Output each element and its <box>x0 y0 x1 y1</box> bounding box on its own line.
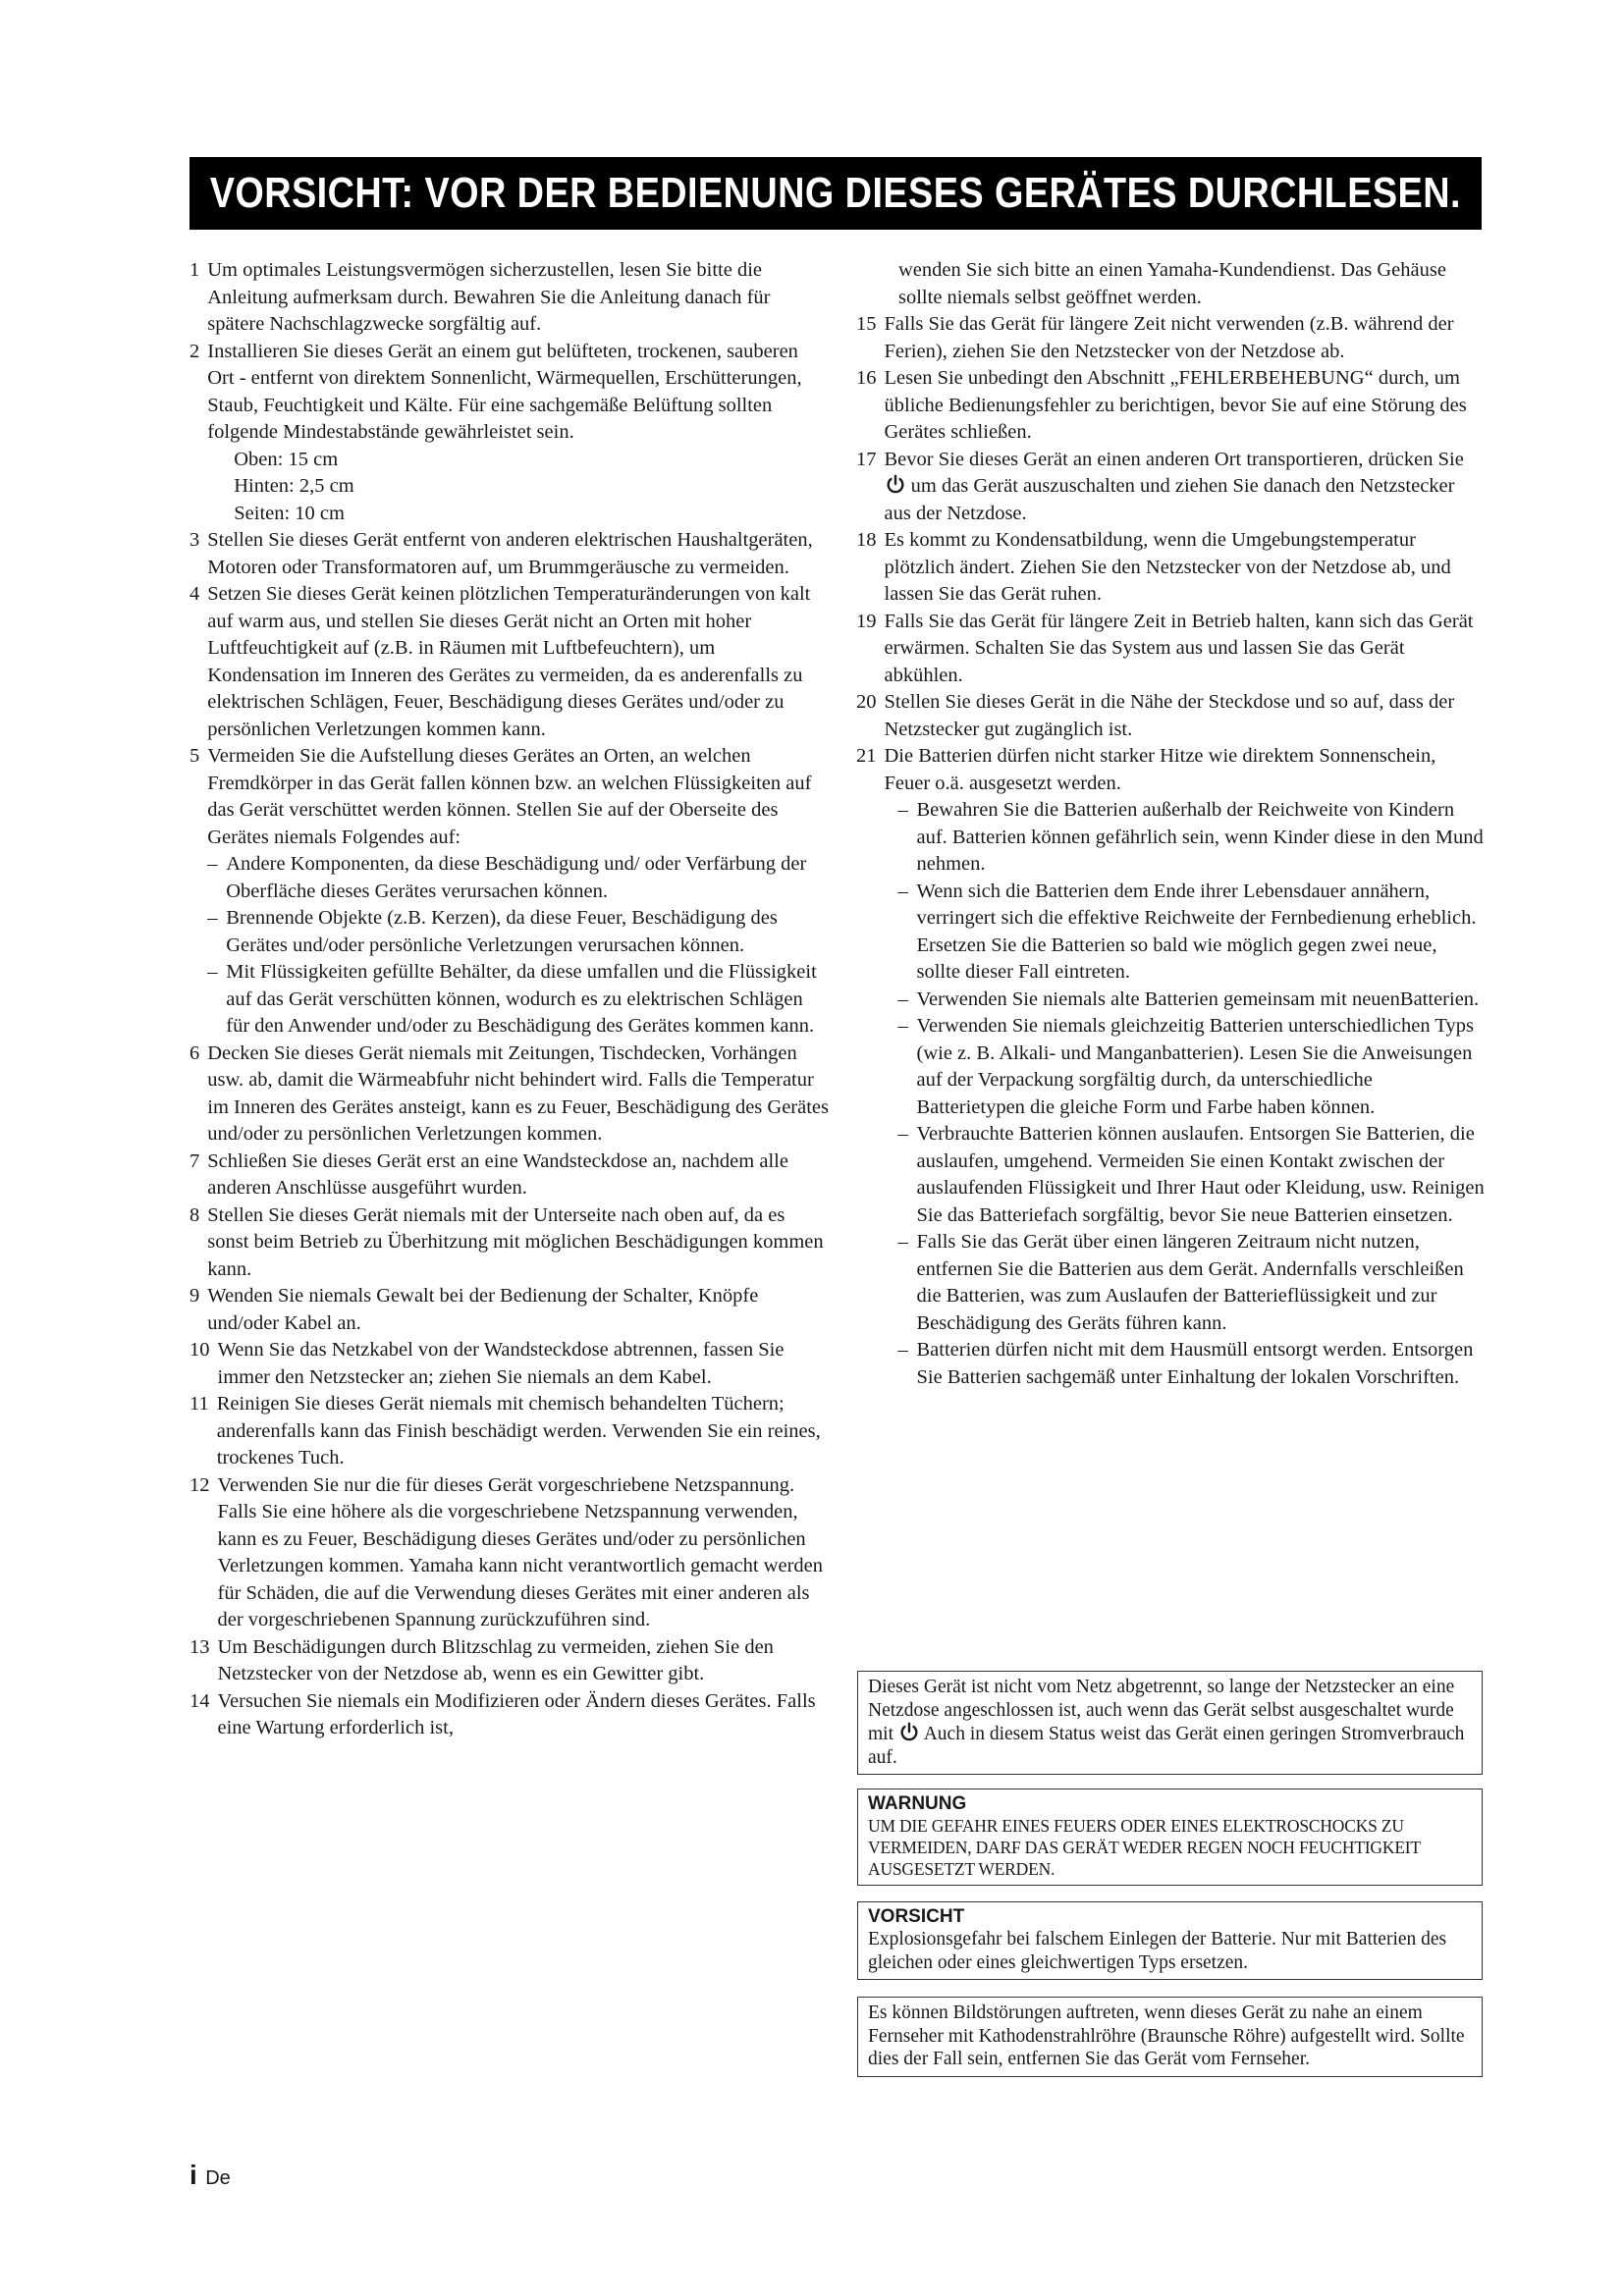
item-text: Schließen Sie dieses Gerät erst an eine Wandsteckdose an, nachdem alle anderen Anschlüsse ausgeführt wurden. <box>207 1149 788 1199</box>
language-code: De <box>205 2167 231 2189</box>
sub-item: – Andere Komponenten, da diese Beschädigung und/ oder Verfärbung der Oberfläche dieses Gerätes verursachen können. <box>207 853 807 902</box>
list-item <box>189 1041 830 1148</box>
warning-text: UM DIE GEFAHR EINES FEUERS ODER EINES ELEKTROSCHOCKS ZU VERMEIDEN, DARF DAS GERÄT WEDER REGEN NOCH FEUCHTIGKEIT AUSGESETZT WERDEN. <box>868 1816 1421 1879</box>
item-text: Lesen Sie unbedingt den Abschnitt „FEHLERBEHEBUNG“ durch, um übliche Bedienungsfehler zu berichtigen, bevor Sie auf eine Störung des Gerätes schließen. <box>884 367 1467 443</box>
caution-text: Explosionsgefahr bei falschem Einlegen der Batterie. Nur mit Batterien des gleichen oder eines gleichwertigen Typs ersetzen. <box>868 1929 1447 1973</box>
item-text: Vermeiden Sie die Aufstellung dieses Gerätes an Orten, an welchen Fremdkörper in das Gerät fallen können bzw. an welchen Flüssigkeiten auf das Gerät verschüttet werden können. Stellen Sie auf der Oberseite des Gerätes niemals Folgendes auf: <box>207 745 812 848</box>
list-item <box>189 1634 830 1688</box>
power-standby-icon <box>898 1722 920 1743</box>
item-14-continuation: wenden Sie sich bitte an einen Yamaha-Kundendienst. Das Gehäuse sollte niemals selbst geöffnet werden. <box>898 259 1446 308</box>
tv-interference-box <box>857 1997 1483 2077</box>
item-number: 15 <box>856 313 877 335</box>
sub-item: – Batterien dürfen nicht mit dem Hausmüll entsorgt werden. Entsorgen Sie Batterien sachgemäß unter Einhaltung der lokalen Vorschriften. <box>897 1339 1474 1388</box>
list-item <box>189 743 830 1041</box>
list-item <box>856 365 1485 447</box>
item-number: 18 <box>856 529 877 551</box>
warning-box <box>857 1789 1483 1886</box>
power-standby-icon <box>885 474 906 496</box>
item-number: 12 <box>189 1473 210 1496</box>
item-number: 11 <box>189 1393 209 1415</box>
list-item <box>856 311 1485 365</box>
right-column <box>856 257 1485 1391</box>
item-number: 5 <box>189 745 200 767</box>
clearance-sides: Seiten: 10 cm <box>234 502 345 524</box>
item-number: 16 <box>856 367 877 389</box>
item-text: Versuchen Sie niemals ein Modifizieren oder Ändern dieses Gerätes. Falls eine Wartung erforderlich ist, <box>217 1689 816 1738</box>
item-text: Um optimales Leistungsvermögen sicherzustellen, lesen Sie bitte die Anleitung aufmerksam durch. Bewahren Sie die Anleitung danach für spätere Nachschlagzwecke sorgfältig auf. <box>207 259 771 335</box>
sub-item: – Verwenden Sie niemals alte Batterien gemeinsam mit neuenBatterien. <box>897 988 1480 1010</box>
list-item <box>189 1283 830 1337</box>
list-item <box>189 1391 830 1472</box>
list-item <box>189 527 830 581</box>
standby-notice-box <box>857 1671 1483 1775</box>
page-number: i <box>189 2160 197 2190</box>
tv-interference-text: Es können Bildstörungen auftreten, wenn dieses Gerät zu nahe an einem Fernseher mit Kathodenstrahlröhre (Braunsche Röhre) aufgestellt wird. Sollte dies der Fall sein, entfernen Sie das Gerät vom Fernseher. <box>868 2002 1465 2069</box>
list-item <box>189 257 830 339</box>
sub-item: – Mit Flüssigkeiten gefüllte Behälter, da diese umfallen und die Flüssigkeit auf das Gerät verschütten können, wodurch es zu elektrischen Schlägen für den Anwender und/oder zu Beschädigung des Gerätes kommen kann. <box>207 961 817 1037</box>
item-text: Stellen Sie dieses Gerät entfernt von anderen elektrischen Haushaltgeräten, Motoren oder Transformatoren auf, um Brummgeräusche zu vermeiden. <box>207 529 813 578</box>
item-number: 7 <box>189 1149 200 1172</box>
item-number: 2 <box>189 340 200 362</box>
list-item <box>189 1337 830 1391</box>
sub-item: – Verbrauchte Batterien können auslaufen. Entsorgen Sie Batterien, die auslaufen, umgehend. Vermeiden Sie einen Kontakt zwischen der auslaufenden Flüssigkeit und Ihrer Haut oder Kleidung, usw. Reinigen Sie das Batteriefach sorgfältig, bevor Sie neue Batterien einsetzen. <box>897 1123 1485 1226</box>
item-text: Setzen Sie dieses Gerät keinen plötzlichen Temperaturänderungen von kalt auf warm aus, und stellen Sie dieses Gerät nicht an Orten mit hoher Luftfeuchtigkeit auf (z.B. in Räumen mit Luftbefeuchtern), um Kondensation im Inneren des Gerätes zu vermeiden, da es anderenfalls zu elektrischen Schlägen, Feuer, Beschädigung dieses Gerätes und/oder zu persönlichen Verletzungen kommen kann. <box>207 583 811 740</box>
list-item <box>189 581 830 743</box>
item-number: 14 <box>189 1689 210 1712</box>
page-footer <box>189 2160 231 2191</box>
item-number: 10 <box>189 1339 210 1361</box>
list-item <box>189 1472 830 1634</box>
item-text: Wenden Sie niemals Gewalt bei der Bedienung der Schalter, Knöpfe und/oder Kabel an. <box>207 1285 759 1334</box>
list-item <box>856 527 1485 609</box>
item-text: Um Beschädigungen durch Blitzschlag zu vermeiden, ziehen Sie den Netzstecker von der Netzdose ab, wenn es ein Gewitter gibt. <box>217 1635 774 1684</box>
sub-item: – Verwenden Sie niemals gleichzeitig Batterien unterschiedlichen Typs (wie z. B. Alkali- und Manganbatterien). Lesen Sie die Anweisungen auf der Verpackung sorgfältig durch, da unterschiedliche Batterietypen die gleiche Form und Farbe haben können. <box>897 1015 1474 1118</box>
item-text: Falls Sie das Gerät für längere Zeit nicht verwenden (z.B. während der Ferien), ziehen Sie den Netzstecker von der Netzdose ab. <box>884 313 1454 362</box>
item-text: Installieren Sie dieses Gerät an einem gut belüfteten, trockenen, sauberen Ort - entfernt von direktem Sonnenlicht, Wärmequellen, Erschütterungen, Staub, Feuchtigkeit und Kälte. Für eine sachgemäße Belüftung sollten folgende Mindestabstände gewährleistet sein. <box>207 340 802 443</box>
item-number: 9 <box>189 1285 200 1307</box>
clearance-back: Hinten: 2,5 cm <box>234 475 354 497</box>
item-number: 6 <box>189 1041 200 1064</box>
item-number: 13 <box>189 1635 210 1658</box>
clearance-top: Oben: 15 cm <box>234 448 339 470</box>
item-number: 8 <box>189 1203 200 1226</box>
caution-title: VORSICHT <box>868 1906 965 1927</box>
list-item <box>856 743 1485 1391</box>
item-text: Es kommt zu Kondensatbildung, wenn die Umgebungstemperatur plötzlich ändert. Ziehen Sie den Netzstecker von der Netzdose ab, und lassen Sie das Gerät ruhen. <box>884 529 1451 605</box>
list-item <box>189 1148 830 1202</box>
list-item <box>189 1688 830 1742</box>
list-item <box>856 609 1485 690</box>
standby-notice-text-2: Auch in diesem Status weist das Gerät einen geringen Stromverbrauch auf. <box>868 1724 1465 1768</box>
sub-item: – Brennende Objekte (z.B. Kerzen), da diese Feuer, Beschädigung des Gerätes und/oder persönliche Verletzungen verursachen können. <box>207 907 778 956</box>
page-title-banner <box>189 157 1482 230</box>
caution-box <box>857 1901 1483 1980</box>
item-number: 21 <box>856 745 877 767</box>
item-number: 20 <box>856 691 877 713</box>
sub-item: – Bewahren Sie die Batterien außerhalb der Reichweite von Kindern auf. Batterien können gefährlich sein, wenn Kinder diese in den Mund nehmen. <box>897 799 1484 875</box>
item-number: 19 <box>856 610 877 632</box>
item-text: Bevor Sie dieses Gerät an einen anderen Ort transportieren, drücken Sie um das Gerät auszuschalten und ziehen Sie danach den Netzstecker aus der Netzdose. <box>884 448 1464 524</box>
list-item <box>189 1202 830 1284</box>
item-number: 17 <box>856 448 877 470</box>
item-text: Falls Sie das Gerät für längere Zeit in Betrieb halten, kann sich das Gerät erwärmen. Schalten Sie das System aus und lassen Sie das Gerät abkühlen. <box>884 610 1474 686</box>
item-text: Stellen Sie dieses Gerät in die Nähe der Steckdose und so auf, dass der Netzstecker gut zugänglich ist. <box>884 691 1455 740</box>
list-item <box>856 447 1485 528</box>
item-number: 1 <box>189 259 200 281</box>
warning-title: WARNUNG <box>868 1793 967 1814</box>
item-text: Verwenden Sie nur die für dieses Gerät vorgeschriebene Netzspannung. Falls Sie eine höhere als die vorgeschriebene Netzspannung verwenden, kann es zu Feuer, Beschädigung dieses Gerätes und/oder zu persönlichen Verletzungen kommen. Yamaha kann nicht verantwortlich gemacht werden für Schäden, die auf die Verwendung dieses Gerätes mit einer anderen als der vorgeschriebenen Spannung zurückzuführen sind. <box>217 1473 824 1630</box>
item-text: Reinigen Sie dieses Gerät niemals mit chemisch behandelten Tüchern; anderenfalls kann das Finish beschädigt werden. Verwenden Sie ein reines, trockenes Tuch. <box>216 1393 821 1468</box>
sub-item: – Falls Sie das Gerät über einen längeren Zeitraum nicht nutzen, entfernen Sie die Batterien aus dem Gerät. Andernfalls verschleißen die Batterien, was zum Auslaufen der Batterieflüssigkeit und zur Beschädigung des Geräts führen kann. <box>897 1231 1464 1334</box>
standby-notice-text: Dieses Gerät ist nicht vom Netz abgetrennt, so lange der Netzstecker an eine Netzdose angeschlossen ist, auch wenn das Gerät selbst ausgeschaltet wurde mit <box>868 1677 1455 1744</box>
item-text: Wenn Sie das Netzkabel von der Wandsteckdose abtrennen, fassen Sie immer den Netzstecker an; ziehen Sie niemals an dem Kabel. <box>217 1339 785 1388</box>
page-title: VORSICHT: VOR DER BEDIENUNG DIESES GERÄTES DURCHLESEN. <box>209 169 1462 217</box>
item-number: 3 <box>189 529 200 551</box>
item-text: Die Batterien dürfen nicht starker Hitze wie direktem Sonnenschein, Feuer o.ä. ausgesetzt werden. <box>884 745 1436 794</box>
list-item <box>856 689 1485 743</box>
item-number: 4 <box>189 583 200 605</box>
sub-item: – Wenn sich die Batterien dem Ende ihrer Lebensdauer annähern, verringert sich die effektive Reichweite der Fernbedienung erheblich. Ersetzen Sie die Batterien so bald wie möglich gegen zwei neue, sollte dieser Fall eintreten. <box>897 880 1477 983</box>
left-column <box>189 257 830 1742</box>
list-item <box>189 339 830 528</box>
item-text: Stellen Sie dieses Gerät niemals mit der Unterseite nach oben auf, da es sonst beim Betrieb zu Überhitzung mit möglichen Beschädigungen kommen kann. <box>207 1203 824 1280</box>
item-text: Decken Sie dieses Gerät niemals mit Zeitungen, Tischdecken, Vorhängen usw. ab, damit die Wärmeabfuhr nicht behindert wird. Falls die Temperatur im Inneren des Gerätes ansteigt, kann es zu Feuer, Beschädigung des Gerätes und/oder zu persönlichen Verletzungen kommen. <box>207 1041 830 1145</box>
